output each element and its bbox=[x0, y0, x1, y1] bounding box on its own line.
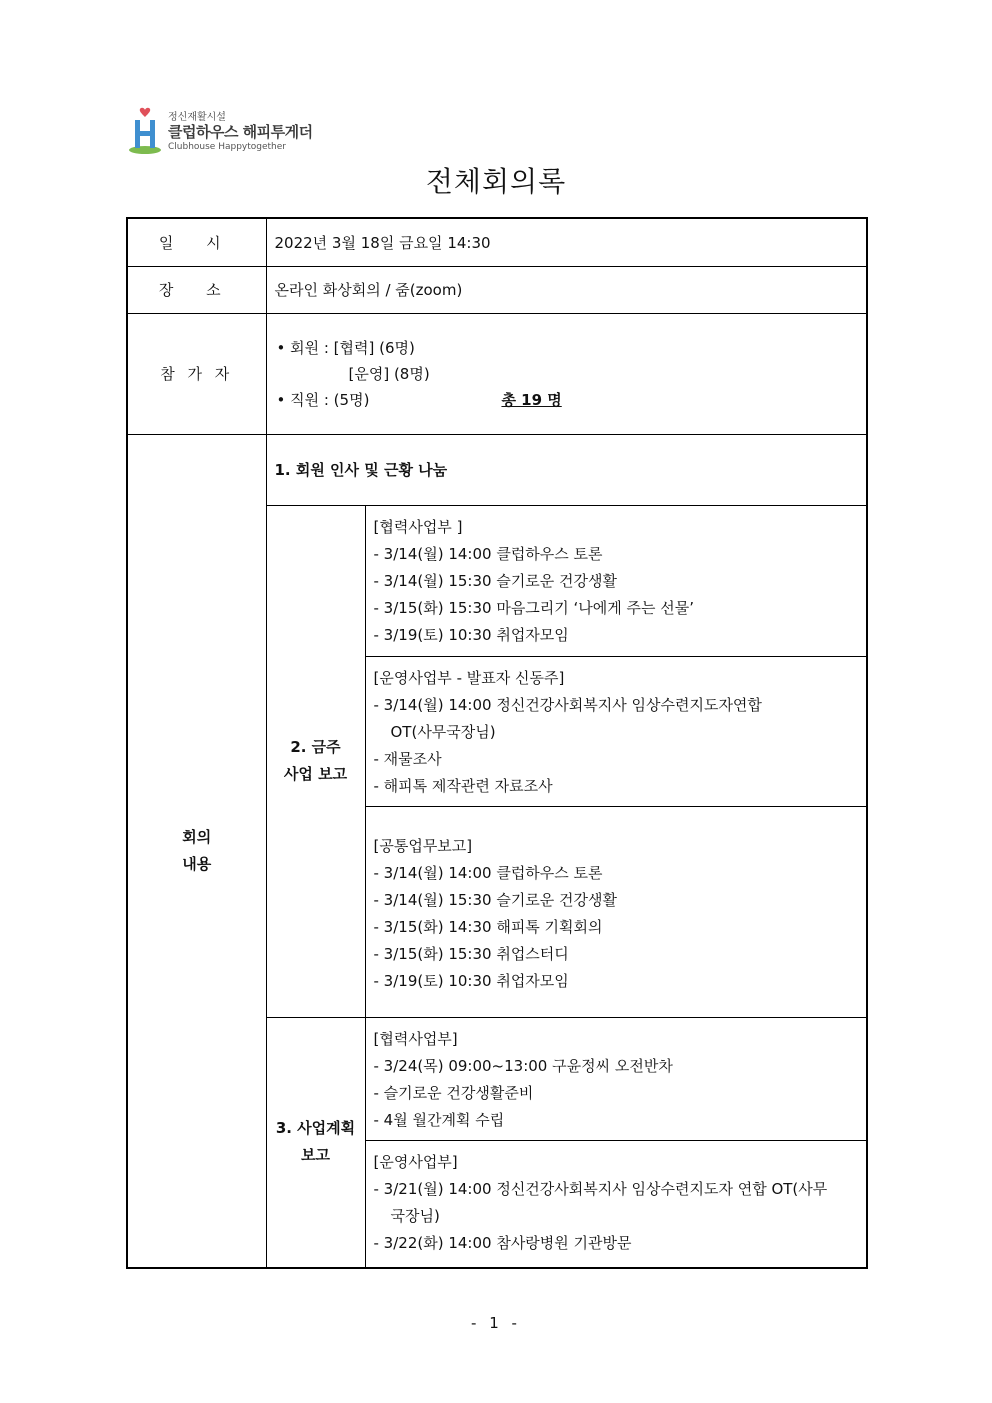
attendees-value bbox=[266, 313, 867, 434]
date-label: 일 시 bbox=[127, 218, 266, 266]
page-number: - 1 - bbox=[471, 1314, 521, 1332]
attendees-staff-text: • 직원 : (5명) bbox=[276, 390, 370, 409]
section3-coop-cell bbox=[365, 1017, 867, 1140]
meeting-content-label-line2: 내용 bbox=[182, 854, 212, 873]
section2-ops-header: [운영사업부 - 발표자 신동주] bbox=[373, 668, 565, 687]
list-item: - 3/15(화) 15:30 취업스터디 bbox=[373, 944, 569, 963]
attendees-ops-line: [운영] (8명) bbox=[348, 364, 430, 383]
list-item: - 3/19(토) 10:30 취업자모임 bbox=[373, 625, 569, 644]
section1-row bbox=[127, 434, 867, 505]
section3-label-line1: 3. 사업계획 bbox=[275, 1119, 356, 1138]
section3-label bbox=[266, 1017, 365, 1268]
section2-label-line2: 사업 보고 bbox=[283, 765, 348, 783]
section2-label-line1: 2. 금주 bbox=[290, 738, 341, 756]
attendees-members-line: • 회원 : [협력] (6명) bbox=[276, 338, 415, 357]
place-row bbox=[127, 266, 867, 313]
logo-subtitle: 정신재활시설 bbox=[168, 112, 226, 123]
section2-ops-cell bbox=[365, 656, 867, 806]
document-title: 전체회의록 bbox=[425, 165, 567, 198]
section2-label bbox=[266, 505, 365, 1017]
section3-ops-cell bbox=[365, 1140, 867, 1268]
attendees-label: 참 가 자 bbox=[127, 313, 266, 434]
logo-name: 클럽하우스 해피투게더 bbox=[168, 123, 313, 141]
list-item: - 해피톡 제작관련 자료조사 bbox=[373, 776, 553, 795]
section3-label-line2: 보고 bbox=[301, 1146, 330, 1165]
place-label: 장 소 bbox=[127, 266, 266, 313]
attendees-total: 총 19 명 bbox=[501, 390, 562, 409]
clubhouse-h-logo-icon bbox=[128, 106, 162, 154]
list-item: - 3/15(화) 14:30 해피톡 기획회의 bbox=[373, 917, 603, 936]
section2-common-cell bbox=[365, 806, 867, 1017]
list-item-continuation: OT(사무국장님) bbox=[390, 722, 496, 741]
list-item: - 3/15(화) 15:30 마음그리기 ‘나에게 주는 선물’ bbox=[373, 598, 695, 617]
list-item: - 슬기로운 건강생활준비 bbox=[373, 1083, 534, 1102]
list-item: - 3/14(월) 15:30 슬기로운 건강생활 bbox=[373, 890, 618, 909]
list-item: - 3/14(월) 15:30 슬기로운 건강생활 bbox=[373, 571, 618, 590]
list-item: - 3/14(월) 14:00 정신건강사회복지사 임상수련지도자연합 bbox=[373, 695, 762, 714]
attendees-staff-line bbox=[277, 387, 859, 413]
section2-coop-header: [협력사업부 ] bbox=[373, 517, 463, 536]
minutes-table bbox=[126, 217, 868, 1269]
section3-ops-header: [운영사업부] bbox=[373, 1152, 458, 1171]
section2-common-header: [공통업무보고] bbox=[373, 836, 473, 855]
date-row bbox=[127, 218, 867, 266]
list-item: - 3/19(토) 10:30 취업자모임 bbox=[373, 971, 569, 990]
section2-coop-cell bbox=[365, 505, 867, 656]
list-item: - 3/24(목) 09:00~13:00 구윤정씨 오전반차 bbox=[373, 1056, 673, 1075]
organization-logo bbox=[128, 104, 348, 156]
list-item: - 3/22(화) 14:00 참사랑병원 기관방문 bbox=[373, 1233, 632, 1252]
list-item: - 3/14(월) 14:00 클럽하우스 토론 bbox=[373, 863, 603, 882]
list-item-continuation: 국장님) bbox=[390, 1206, 440, 1225]
section1-title: 1. 회원 인사 및 근황 나눔 bbox=[266, 434, 867, 505]
attendees-row bbox=[127, 313, 867, 434]
place-value: 온라인 화상회의 / 줌(zoom) bbox=[266, 266, 867, 313]
list-item: - 3/14(월) 14:00 클럽하우스 토론 bbox=[373, 544, 603, 563]
logo-english-name: Clubhouse Happytogether bbox=[168, 142, 286, 152]
section3-coop-header: [협력사업부] bbox=[373, 1029, 458, 1048]
list-item: - 3/21(월) 14:00 정신건강사회복지사 임상수련지도자 연합 OT(사무 bbox=[373, 1179, 828, 1198]
list-item: - 4월 월간계획 수립 bbox=[373, 1110, 505, 1129]
date-value: 2022년 3월 18일 금요일 14:30 bbox=[266, 218, 867, 266]
meeting-content-label-line1: 회의 bbox=[182, 827, 212, 846]
meeting-content-label bbox=[127, 434, 266, 1268]
list-item: - 재물조사 bbox=[373, 749, 442, 768]
